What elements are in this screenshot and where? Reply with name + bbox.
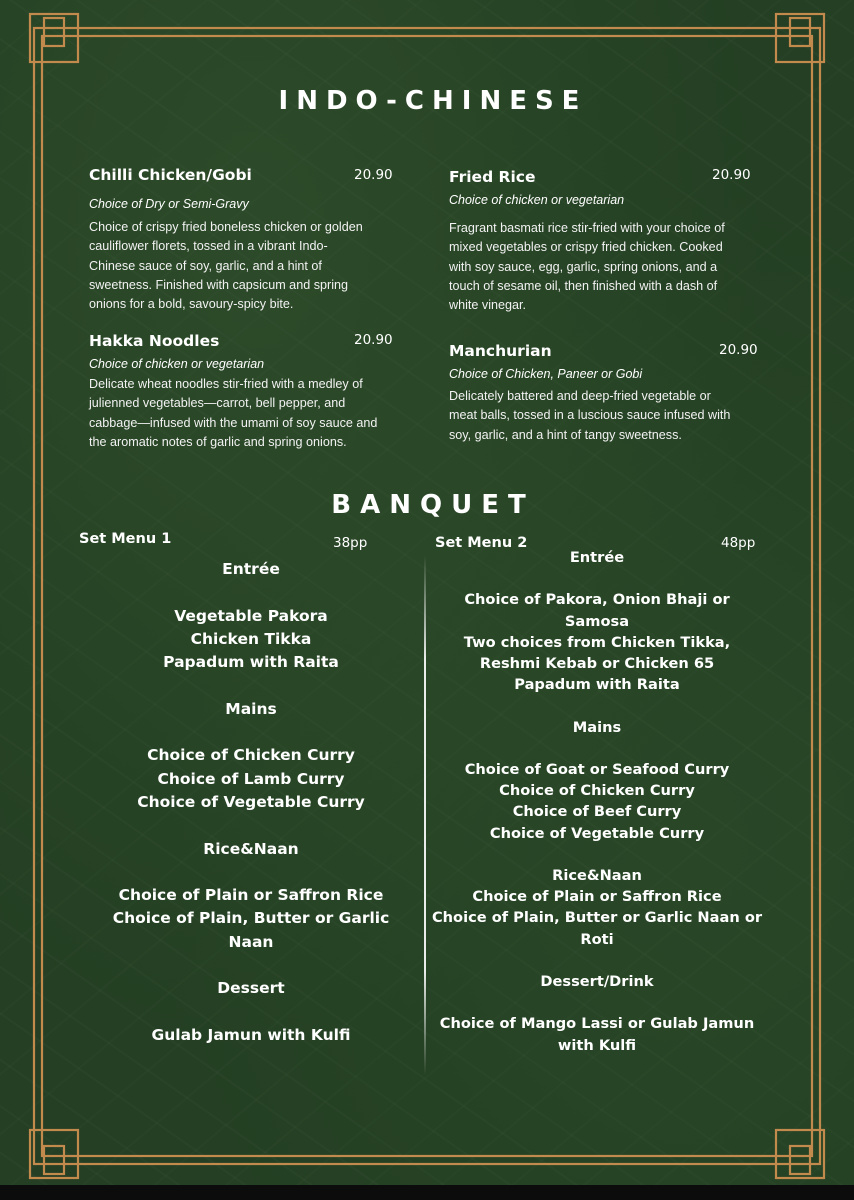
set-menu-line: Papadum with Raita (163, 653, 339, 672)
set-menu-line: with Kulfi (557, 1036, 637, 1054)
set-menu-line: Choice of Vegetable Curry (489, 824, 705, 842)
item-name: Manchurian (449, 342, 552, 360)
menu-item-manchurian (449, 342, 769, 452)
set-menu-line: Choice of Lamb Curry (157, 769, 345, 788)
set-menu-line: Two choices from Chicken Tikka, (463, 633, 731, 651)
menu-item-hakka-noodles (89, 332, 409, 457)
spacer (430, 992, 764, 1013)
item-description: Choice of crispy fried boneless chicken or golden cauliflower florets, tossed in a vibrant Indo- Chinese sauce of soy, garlic, and a hint of sweetness. Finished with capsicum and spring onions for a bold, savoury-spicy bite. (89, 220, 363, 312)
set-menu-line: Vegetable Pakora (174, 606, 328, 625)
item-name: Fried Rice (449, 168, 536, 186)
spacer (90, 1001, 412, 1024)
set-menu-line: Entrée (222, 560, 280, 578)
indo-chinese-heading: INDO-CHINESE (278, 86, 588, 116)
bottom-edge (0, 1185, 854, 1200)
set-menu-line: Choice of Vegetable Curry (137, 792, 365, 811)
set-menu-line: Entrée (569, 549, 625, 566)
item-description: Delicate wheat noodles stir-fried with a medley of julienned vegetables—carrot, bell pepper, and cabbage—infused with the umami of soy sauce and the aromatic notes of garlic and spring onions. (89, 377, 378, 449)
set-menu-line: Mains (225, 699, 277, 718)
spacer (430, 738, 764, 759)
item-choice: Choice of chicken or vegetarian (89, 357, 265, 371)
item-name: Hakka Noodles (89, 332, 220, 350)
set-menu-line: Choice of Plain or Saffron Rice (118, 886, 384, 905)
set-menu-line: Rice&Naan (203, 839, 299, 858)
set-menu-1-price: 38pp (333, 535, 368, 551)
banquet-heading: BANQUET (331, 490, 535, 520)
set-menu-line: Reshmi Kebab or Chicken 65 (479, 655, 715, 673)
set-menu-line: Choice of Chicken Curry (499, 782, 695, 800)
set-menu-line: Choice of Plain, Butter or Garlic Naan or (431, 909, 763, 927)
set-menu-line: Choice of Goat or Seafood Curry (464, 761, 730, 779)
spacer (90, 721, 412, 744)
item-name: Chilli Chicken/Gobi (89, 166, 252, 184)
menu-item-chilli-chicken (89, 166, 409, 316)
frame-corner-top-left (30, 14, 78, 62)
spacer (90, 581, 412, 604)
item-description: Delicately battered and deep-fried vegetable or meat balls, tossed in a luscious sauce infused with soy, garlic, and a hint of tangy sweetness. (449, 389, 731, 442)
frame-corner-bottom-left (30, 1130, 78, 1178)
item-price: 20.90 (719, 342, 758, 358)
set-menu-line: Dessert (217, 979, 285, 998)
item-price: 20.90 (712, 167, 751, 183)
spacer (90, 814, 412, 837)
set-menu-line: Dessert/Drink (540, 973, 654, 991)
set-menu-line: Naan (228, 932, 274, 951)
menu-item-fried-rice (449, 168, 769, 318)
spacer (90, 954, 412, 977)
item-choice: Choice of Dry or Semi-Gravy (89, 197, 249, 211)
item-price: 20.90 (354, 332, 393, 348)
set-menu-line: Mains (572, 718, 622, 736)
set-menu-line: Rice&Naan (552, 867, 642, 885)
spacer (90, 674, 412, 697)
set-menu-line: Choice of Plain or Saffron Rice (472, 888, 722, 906)
set-menu-line: Choice of Mango Lassi or Gulab Jamun (439, 1015, 755, 1033)
set-menu-line: Chicken Tikka (190, 629, 312, 648)
spacer (430, 950, 764, 971)
set-menu-2-title: Set Menu 2 (435, 535, 528, 551)
set-menu-2-contents (430, 547, 764, 1056)
item-choice: Choice of Chicken, Paneer or Gobi (449, 367, 643, 381)
set-menu-1-title: Set Menu 1 (79, 531, 172, 547)
set-menu-line: Choice of Pakora, Onion Bhaji or (464, 591, 730, 609)
spacer (430, 844, 764, 865)
set-menu-line: Papadum with Raita (514, 676, 680, 694)
item-description: Fragrant basmati rice stir-fried with your choice of mixed vegetables or crispy fried chicken. Cooked with soy sauce, egg, garlic, spring onions, and a touch of sesame oil, then finished with a dash of white vinegar. (449, 221, 725, 313)
set-menu-2-price: 48pp (721, 535, 756, 551)
item-price: 20.90 (354, 167, 393, 183)
set-menu-line: Gulab Jamun with Kulfi (151, 1025, 351, 1044)
set-menu-line: Choice of Beef Curry (512, 803, 682, 821)
item-choice: Choice of chicken or vegetarian (449, 193, 625, 207)
set-menu-line: Samosa (564, 612, 630, 630)
frame-corner-bottom-right (776, 1130, 824, 1178)
set-menu-line: Roti (580, 930, 614, 948)
set-menu-line: Choice of Chicken Curry (147, 746, 355, 765)
set-menu-line: Choice of Plain, Butter or Garlic (112, 909, 390, 928)
set-menu-1-contents (90, 558, 412, 1047)
spacer (430, 568, 764, 589)
spacer (90, 861, 412, 884)
spacer (430, 695, 764, 716)
column-divider (424, 555, 426, 1075)
frame-corner-top-right (776, 14, 824, 62)
